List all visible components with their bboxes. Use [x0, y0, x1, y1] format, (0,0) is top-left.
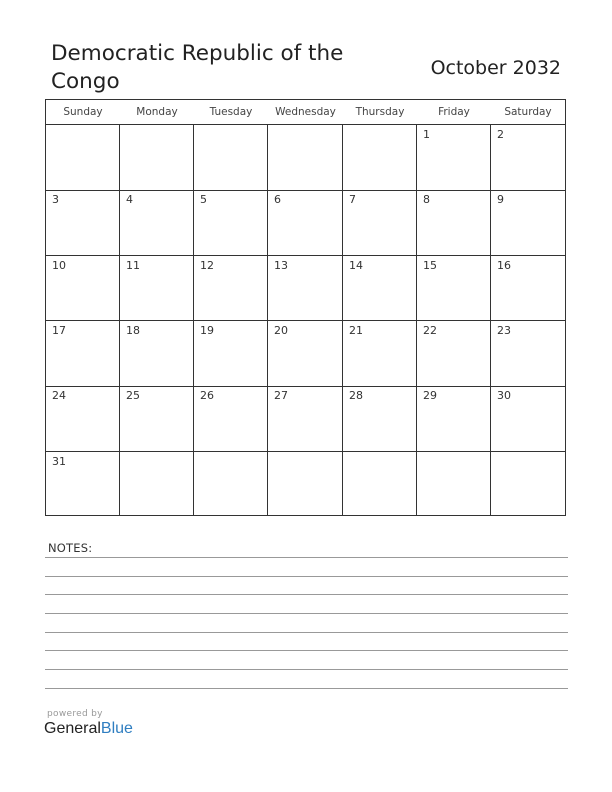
day-cell[interactable]: [120, 386, 193, 450]
generalblue-logo: [44, 720, 133, 738]
day-number: 10: [52, 258, 66, 272]
notes-line[interactable]: [45, 669, 568, 670]
day-number: 15: [423, 258, 437, 272]
day-cell[interactable]: [120, 256, 193, 320]
day-cell[interactable]: [194, 125, 267, 189]
calendar-grid: [45, 99, 566, 516]
day-number: 19: [200, 323, 214, 337]
day-number: 22: [423, 323, 437, 337]
day-cell[interactable]: [417, 256, 490, 320]
day-number: 27: [274, 389, 288, 403]
day-number: 1: [423, 128, 430, 141]
day-number: 8: [423, 193, 430, 207]
brand-general-text: General: [44, 720, 101, 737]
day-cell[interactable]: [46, 321, 119, 385]
day-cell[interactable]: [343, 321, 416, 385]
day-cell[interactable]: [46, 125, 119, 189]
weekday-header-row: [46, 100, 565, 125]
day-number: 23: [497, 323, 511, 337]
day-cell[interactable]: [417, 190, 490, 254]
month-year-title: October 2032: [430, 57, 561, 79]
day-number: 31: [52, 454, 66, 468]
day-cell[interactable]: [491, 386, 564, 450]
day-number: 14: [349, 258, 363, 272]
day-cell[interactable]: [491, 256, 564, 320]
day-number: 26: [200, 389, 214, 403]
day-cell[interactable]: [491, 321, 564, 385]
day-number: 12: [200, 258, 214, 272]
day-number: 5: [200, 193, 207, 207]
day-cell[interactable]: [46, 386, 119, 450]
day-cell[interactable]: [268, 125, 342, 189]
day-number: 21: [349, 323, 363, 337]
day-number: 25: [126, 389, 140, 403]
day-cell[interactable]: [268, 190, 342, 254]
day-cell[interactable]: [417, 452, 490, 516]
notes-line[interactable]: [45, 557, 568, 558]
weekday-header-thursday: Thursday: [355, 106, 405, 118]
day-number: 20: [274, 323, 288, 337]
day-cell[interactable]: [194, 321, 267, 385]
notes-line[interactable]: [45, 632, 568, 633]
notes-line[interactable]: [45, 688, 568, 689]
day-cell[interactable]: [417, 386, 490, 450]
brand-blue-text: Blue: [100, 720, 133, 737]
day-number: 9: [497, 193, 504, 207]
day-cell[interactable]: [268, 256, 342, 320]
day-number: 11: [126, 258, 140, 272]
day-cell[interactable]: [46, 452, 119, 516]
day-cell[interactable]: [491, 452, 564, 516]
day-cell[interactable]: [343, 386, 416, 450]
weekday-header-sunday: Sunday: [63, 106, 103, 118]
day-cell[interactable]: [417, 321, 490, 385]
day-cell[interactable]: [268, 321, 342, 385]
weekday-header-friday: Friday: [438, 106, 470, 118]
day-number: 13: [274, 258, 288, 272]
notes-line[interactable]: [45, 650, 568, 651]
day-number: 18: [126, 323, 140, 337]
day-number: 28: [349, 389, 363, 403]
powered-by-text: powered by: [47, 709, 103, 719]
day-number: 7: [349, 193, 356, 207]
day-number: 3: [52, 193, 59, 207]
weekday-header-tuesday: Tuesday: [209, 106, 253, 118]
day-number: 24: [52, 389, 66, 403]
day-cell[interactable]: [343, 190, 416, 254]
day-cell[interactable]: [268, 386, 342, 450]
day-cell[interactable]: [343, 452, 416, 516]
day-cell[interactable]: [194, 190, 267, 254]
weekday-header-monday: Monday: [136, 106, 178, 118]
day-cell[interactable]: [194, 386, 267, 450]
day-number: 4: [126, 193, 133, 207]
day-cell[interactable]: [194, 256, 267, 320]
day-number: 16: [497, 258, 511, 272]
notes-line[interactable]: [45, 613, 568, 614]
day-cell[interactable]: [120, 321, 193, 385]
day-cell[interactable]: [46, 190, 119, 254]
day-cell[interactable]: [343, 256, 416, 320]
day-cell[interactable]: [120, 452, 193, 516]
day-cell[interactable]: [491, 125, 564, 189]
day-cell[interactable]: [120, 125, 193, 189]
day-number: 6: [274, 193, 281, 207]
day-cell[interactable]: [417, 125, 490, 189]
notes-label: NOTES:: [48, 541, 93, 555]
day-cell[interactable]: [46, 256, 119, 320]
day-number: 2: [497, 128, 504, 141]
day-cell[interactable]: [194, 452, 267, 516]
day-number: 30: [497, 389, 511, 403]
country-title: Democratic Republic of the Congo: [51, 41, 344, 94]
day-cell[interactable]: [491, 190, 564, 254]
weekday-header-saturday: Saturday: [504, 106, 552, 118]
notes-line[interactable]: [45, 594, 568, 595]
day-cell[interactable]: [120, 190, 193, 254]
day-cell[interactable]: [268, 452, 342, 516]
day-number: 17: [52, 323, 66, 337]
weekday-header-wednesday: Wednesday: [275, 106, 336, 118]
notes-line[interactable]: [45, 576, 568, 577]
day-cell[interactable]: [343, 125, 416, 189]
day-number: 29: [423, 389, 437, 403]
